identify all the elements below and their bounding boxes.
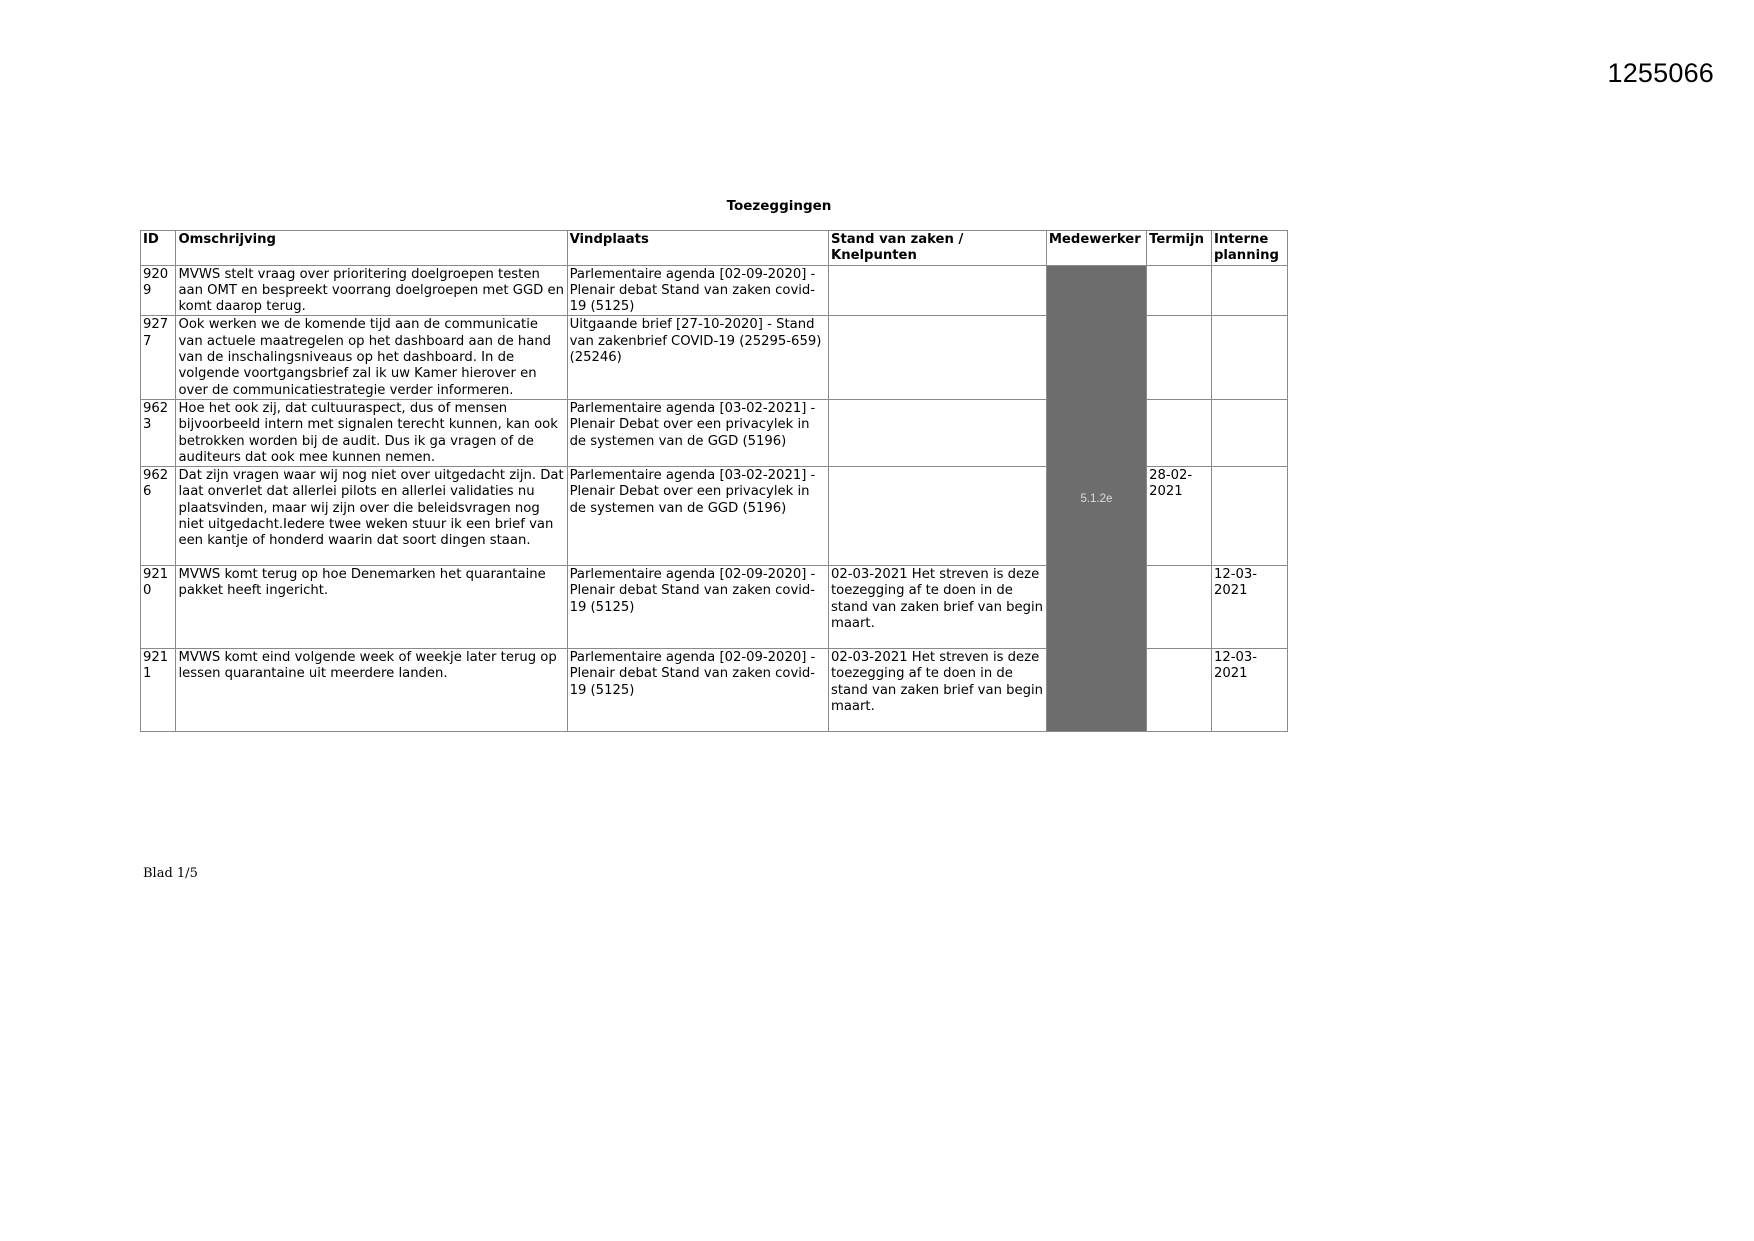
cell-vindplaats: Parlementaire agenda [02-09-2020] - Plenair debat Stand van zaken covid-19 (5125): [567, 265, 828, 316]
cell-omschrijving: MVWS stelt vraag over prioritering doelgroepen testen aan OMT en bespreekt voorrang doelgroepen met GGD en komt daarop terug.: [176, 265, 567, 316]
cell-stand-van-zaken: [828, 399, 1046, 466]
cell-vindplaats: Parlementaire agenda [02-09-2020] - Plenair debat Stand van zaken covid-19 (5125): [567, 566, 828, 649]
cell-vindplaats: Parlementaire agenda [03-02-2021] - Plenair Debat over een privacylek in de systemen van de GGD (5196): [567, 467, 828, 566]
cell-omschrijving: MVWS komt terug op hoe Denemarken het quarantaine pakket heeft ingericht.: [176, 566, 567, 649]
cell-interne-planning: 12-03-2021: [1211, 649, 1287, 732]
cell-omschrijving: Ook werken we de komende tijd aan de communicatie van actuele maatregelen op het dashboard aan de hand van de inschalingsniveaus op het dashboard. In de volgende voortgangsbrief zal ik uw Kamer hierover en over de communicatiestrategie verder informeren.: [176, 316, 567, 399]
cell-interne-planning: [1211, 265, 1287, 316]
cell-interne-planning: [1211, 399, 1287, 466]
cell-stand-van-zaken: 02-03-2021 Het streven is deze toezegging af te doen in de stand van zaken brief van begin maart.: [828, 649, 1046, 732]
cell-id: 9209: [141, 265, 176, 316]
redacted-medewerker-block: 5.1.2e: [1046, 265, 1146, 732]
cell-termijn: [1147, 316, 1212, 399]
header-omschrijving: Omschrijving: [176, 231, 567, 266]
cell-vindplaats: Parlementaire agenda [02-09-2020] - Plenair debat Stand van zaken covid-19 (5125): [567, 649, 828, 732]
cell-omschrijving: MVWS komt eind volgende week of weekje later terug op lessen quarantaine uit meerdere landen.: [176, 649, 567, 732]
cell-stand-van-zaken: 02-03-2021 Het streven is deze toezegging af te doen in de stand van zaken brief van begin maart.: [828, 566, 1046, 649]
header-medewerker: Medewerker: [1046, 231, 1146, 266]
cell-id: 9623: [141, 399, 176, 466]
cell-interne-planning: [1211, 467, 1287, 566]
cell-id: 9210: [141, 566, 176, 649]
cell-omschrijving: Dat zijn vragen waar wij nog niet over uitgedacht zijn. Dat laat onverlet dat allerlei pilots en allerlei validaties nu plaatsvinden, maar wij zijn over die beleidsvragen nog niet uitgedacht.Iedere twee weken stuur ik een brief van een kantje of honderd waarin dat soort dingen staan.: [176, 467, 567, 566]
cell-termijn: 28-02-2021: [1147, 467, 1212, 566]
cell-termijn: [1147, 399, 1212, 466]
cell-id: 9277: [141, 316, 176, 399]
cell-interne-planning: 12-03-2021: [1211, 566, 1287, 649]
cell-termijn: [1147, 265, 1212, 316]
document-number: 1255066: [1607, 58, 1714, 88]
cell-interne-planning: [1211, 316, 1287, 399]
commitments-table: [140, 230, 1288, 732]
header-vindplaats: Vindplaats: [567, 231, 828, 266]
cell-vindplaats: Uitgaande brief [27-10-2020] - Stand van zakenbrief COVID-19 (25295-659) (25246): [567, 316, 828, 399]
document-title: Toezeggingen: [726, 198, 832, 214]
header-id: ID: [141, 231, 176, 266]
cell-stand-van-zaken: [828, 316, 1046, 399]
cell-stand-van-zaken: [828, 467, 1046, 566]
cell-termijn: [1147, 566, 1212, 649]
header-termijn: Termijn: [1147, 231, 1212, 266]
page-footer: Blad 1/5: [143, 866, 198, 881]
cell-id: 9626: [141, 467, 176, 566]
cell-termijn: [1147, 649, 1212, 732]
cell-id: 9211: [141, 649, 176, 732]
table-header-row: [141, 231, 1288, 266]
cell-omschrijving: Hoe het ook zij, dat cultuuraspect, dus of mensen bijvoorbeeld intern met signalen terecht kunnen, kan ook betrokken worden bij de audit. Dus ik ga vragen of de auditeurs dat ook mee kunnen nemen.: [176, 399, 567, 466]
header-interne-planning: Interne planning: [1211, 231, 1287, 266]
cell-vindplaats: Parlementaire agenda [03-02-2021] - Plenair Debat over een privacylek in de systemen van de GGD (5196): [567, 399, 828, 466]
header-stand-van-zaken: Stand van zaken / Knelpunten: [828, 231, 1046, 266]
cell-stand-van-zaken: [828, 265, 1046, 316]
table-row: [141, 265, 1288, 316]
